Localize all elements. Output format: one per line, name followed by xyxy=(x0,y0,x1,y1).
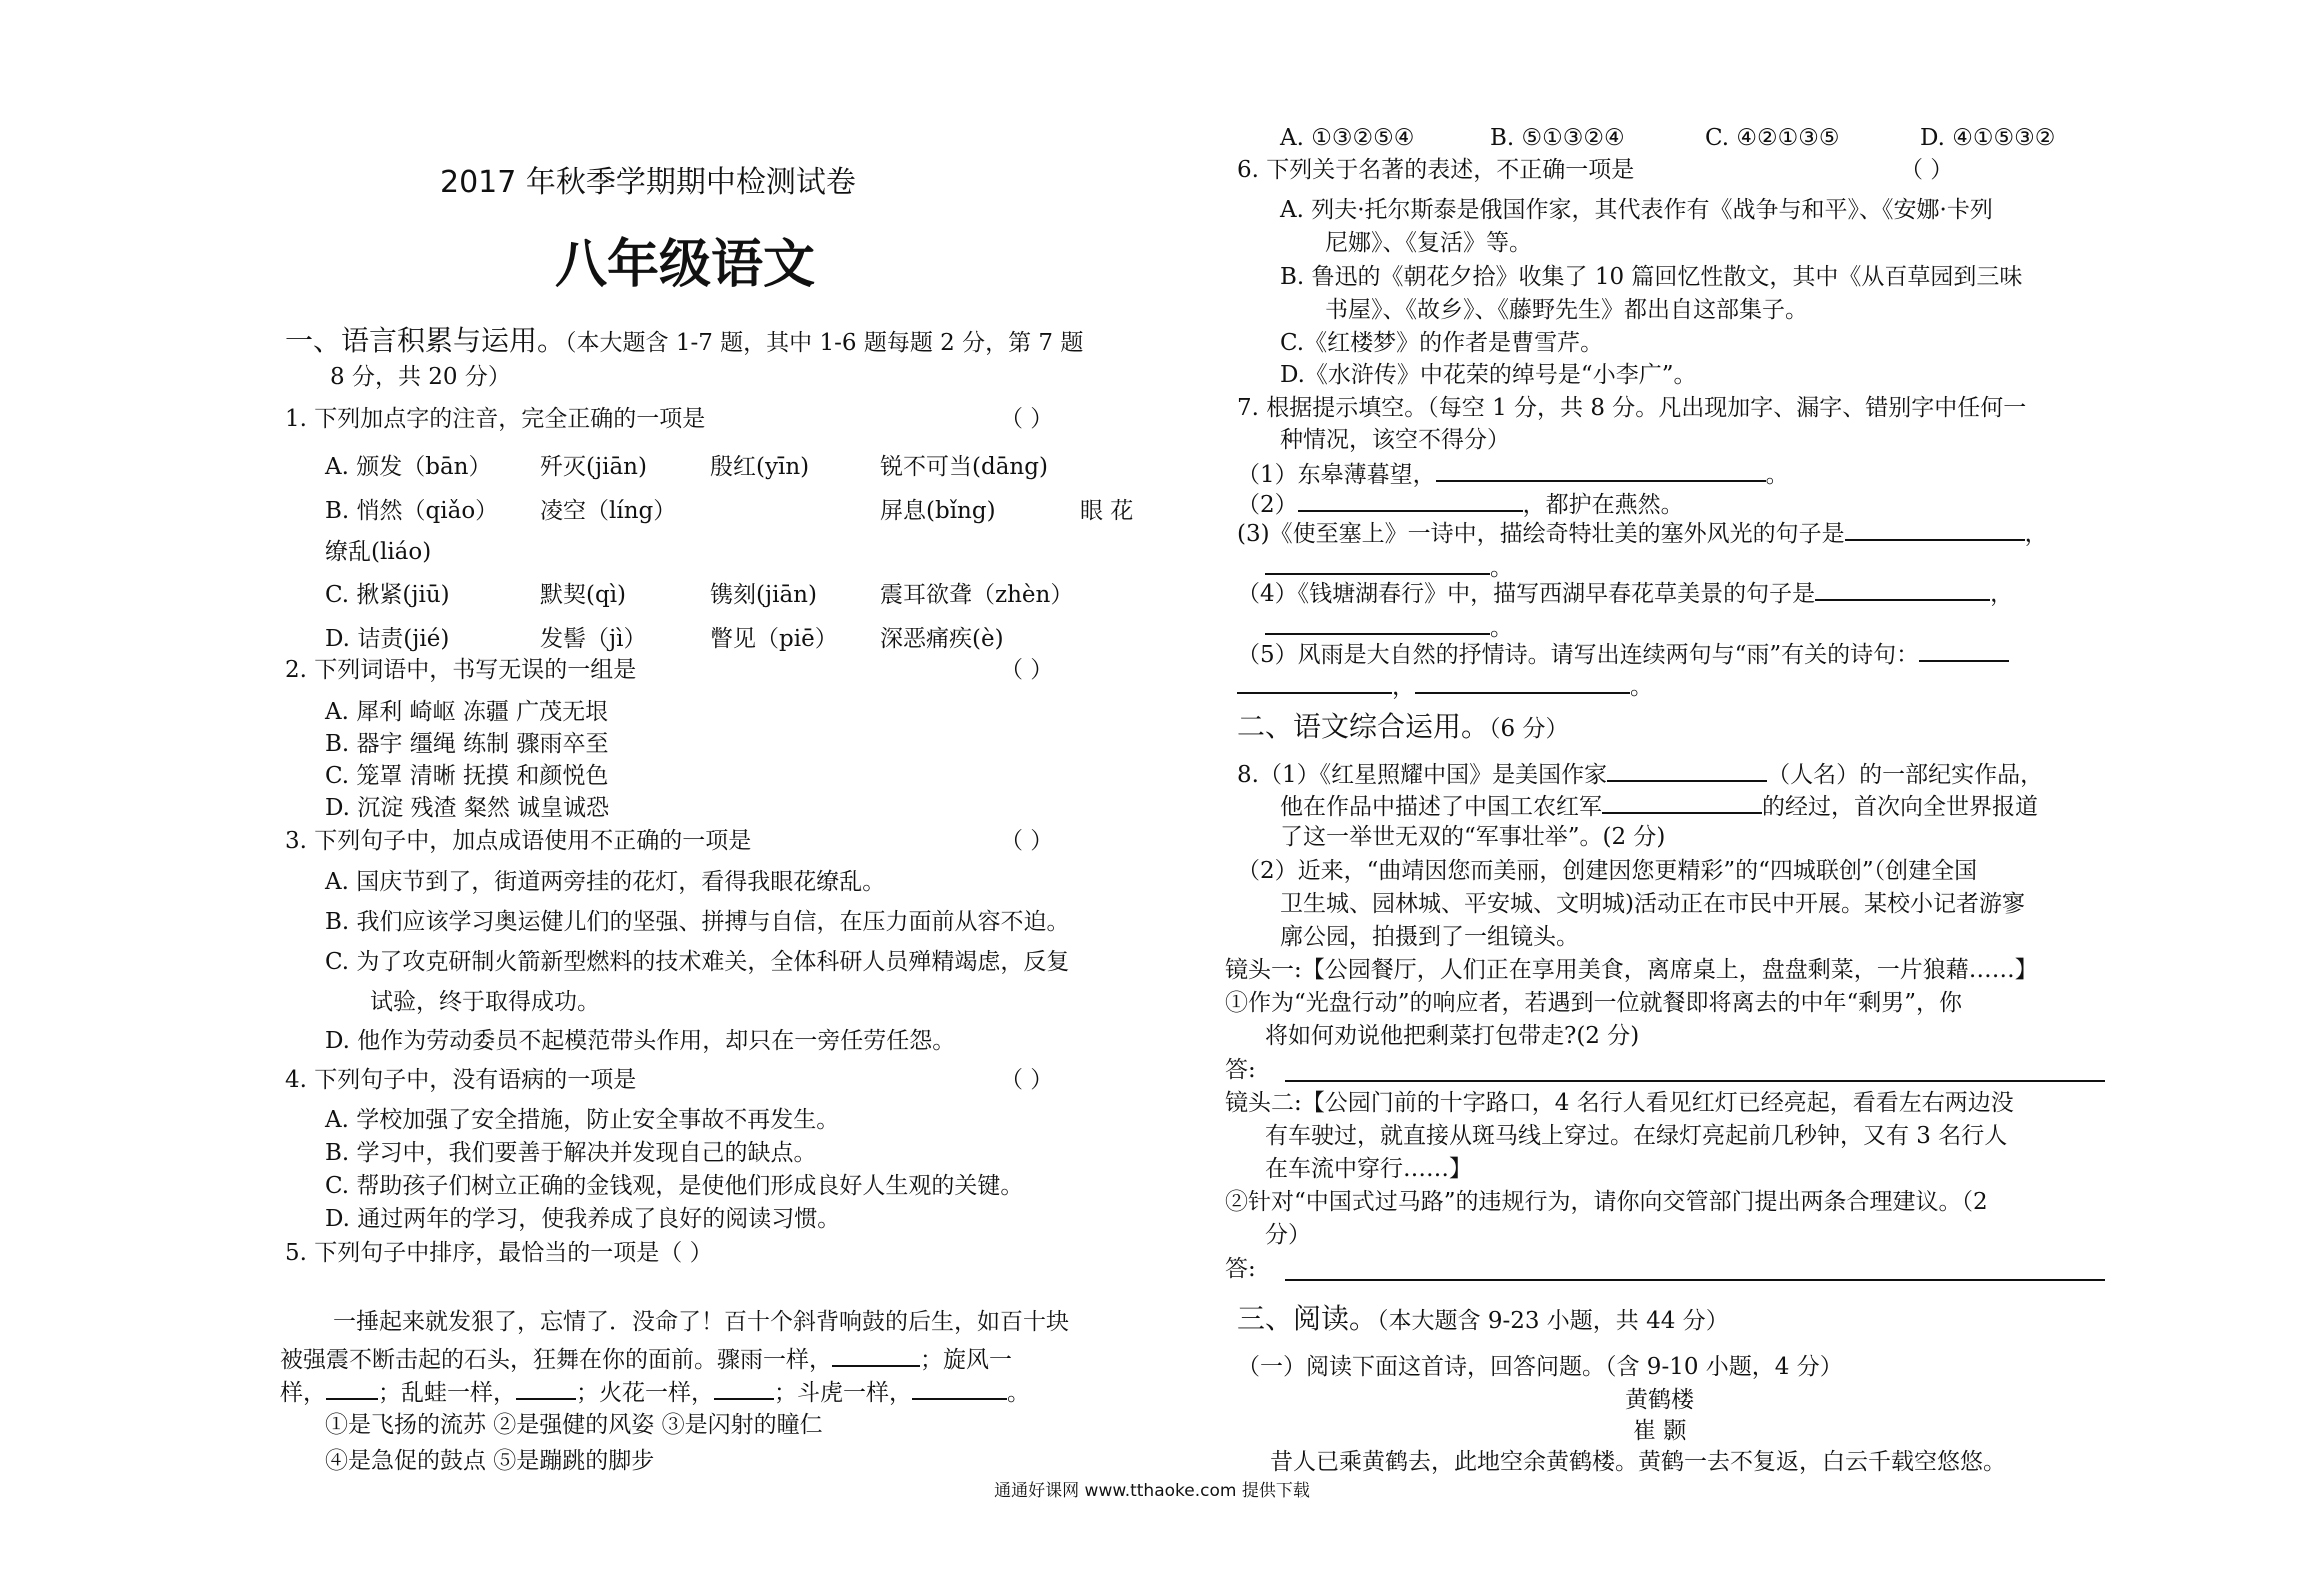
q3-option-a: A. 国庆节到了，街道两旁挂的花灯，看得我眼花缭乱。 xyxy=(325,869,886,895)
q1-option-c-2: 默契(qì) xyxy=(540,582,627,608)
q7-blank-5[interactable] xyxy=(1815,577,1990,601)
q7-blank-8[interactable] xyxy=(1237,670,1392,694)
q1-option-d-2: 发髻（jì） xyxy=(540,626,647,652)
q7-stem-cont: 种情况，该空不得分） xyxy=(1280,427,1510,453)
q8-shot-2: 镜头二:【公园门前的十字路口，4 名行人看见红灯已经亮起，看看左右两边没 xyxy=(1225,1090,2014,1116)
section2-note: （6 分） xyxy=(1489,716,1569,742)
poem-line-1: 昔人已乘黄鹤去，此地空余黄鹤楼。黄鹤一去不复返，白云千载空悠悠。 xyxy=(1270,1449,2006,1475)
q7-item-4-comma: ， xyxy=(1990,581,2014,607)
subject-title: 八年级语文 xyxy=(555,235,816,295)
q2-option-a: A. 犀利 崎岖 冻疆 广茂无垠 xyxy=(325,699,609,725)
section1-heading xyxy=(285,326,1083,358)
q3-option-b: B. 我们应该学习奥运健儿们的坚强、拼搏与自信，在压力面前从容不迫。 xyxy=(325,909,1070,935)
poem-title: 黄鹤楼 xyxy=(1625,1387,1694,1413)
q1-option-b-3: 屏息(bǐng) xyxy=(880,498,996,524)
q8-sub-1: ①作为“光盘行动”的响应者，若遇到一位就餐即将离去的中年“剩男”，你 xyxy=(1225,990,1963,1016)
q6-stem: 6. 下列关于名著的表述，不正确一项是 xyxy=(1237,157,1635,183)
q7-item-1-text: （1）东皋薄暮望， xyxy=(1237,462,1436,488)
q5-passage-2 xyxy=(280,1343,1012,1375)
q7-item-2-label: （2） xyxy=(1237,492,1298,518)
q5-stem: 5. 下列句子中排序，最恰当的一项是（ ） xyxy=(285,1240,713,1266)
section1-note-cont: 8 分，共 20 分） xyxy=(330,364,511,390)
q3-bracket: （ ） xyxy=(1000,828,1054,854)
q5-blank-5[interactable] xyxy=(912,1376,1007,1400)
q6-bracket: （ ） xyxy=(1900,157,1954,183)
q1-option-a-1: A. 颁发（bān） xyxy=(325,454,492,480)
q8-answer-line-2[interactable] xyxy=(1285,1279,2105,1281)
q7-item-4-text: （4）《钱塘湖春行》中，描写西湖早春花草美景的句子是 xyxy=(1237,581,1816,607)
poem-author: 崔 颢 xyxy=(1633,1418,1687,1444)
q5-passage-3 xyxy=(280,1376,1030,1408)
q5-passage-2-text: 被强震不断击起的石头，狂舞在你的面前。骤雨一样， xyxy=(280,1347,832,1373)
q8-l1-tail: （人名）的一部纪实作品， xyxy=(1767,762,2044,788)
q7-blank-2[interactable] xyxy=(1298,488,1523,512)
q1-option-c-1: C. 揪紧(jiū) xyxy=(325,582,450,608)
q8-answer-label-2: 答: xyxy=(1225,1256,1256,1282)
q1-option-c-4: 震耳欲聋（zhèn） xyxy=(880,582,1074,608)
q1-option-d-4: 深恶痛疾(è) xyxy=(880,626,1004,652)
section3-title: 三、阅读。 xyxy=(1237,1302,1378,1335)
q1-option-b-1: B. 悄然（qiǎo） xyxy=(325,498,499,524)
q8-blank-author[interactable] xyxy=(1607,758,1767,782)
q8-line-4: （2）近来，“曲靖因您而美丽，创建因您更精彩”的“四城联创”（创建全国 xyxy=(1237,858,1978,884)
q6-option-b: B. 鲁迅的《朝花夕拾》收集了 10 篇回忆性散文，其中《从百草园到三味 xyxy=(1280,264,2023,290)
q8-shot-1: 镜头一:【公园餐厅，人们正在享用美食，离席桌上，盘盘剩菜，一片狼藉……】 xyxy=(1225,957,2038,983)
q2-option-b: B. 器宇 缰绳 练制 骤雨卒至 xyxy=(325,731,609,757)
q5-p3-text-5: 。 xyxy=(1007,1380,1030,1406)
q6-option-a: A. 列夫·托尔斯泰是俄国作家，其代表作有《战争与和平》、《安娜·卡列 xyxy=(1280,197,1993,223)
q7-item-3 xyxy=(1237,517,2048,549)
q1-option-d-1: D. 诘责(jié) xyxy=(325,626,450,652)
q8-sub-1-cont: 将如何劝说他把剩菜打包带走?(2 分) xyxy=(1265,1023,1640,1049)
q5-choices-1: ①是飞扬的流苏 ②是强健的风姿 ③是闪射的瞳仁 xyxy=(325,1412,823,1438)
q5-answer-c: C. ④②①③⑤ xyxy=(1705,125,1840,151)
q7-item-5-comma: ， xyxy=(1392,674,1415,700)
q4-stem: 4. 下列句子中，没有语病的一项是 xyxy=(285,1067,637,1093)
q1-option-d-3: 瞥见（piē） xyxy=(710,626,838,652)
q5-p3-text-2: ；乱蛙一样， xyxy=(378,1380,516,1406)
q7-blank-9[interactable] xyxy=(1415,670,1630,694)
q7-item-3-end: 。 xyxy=(1490,555,1513,581)
q7-item-4 xyxy=(1237,577,2013,609)
q7-blank-1[interactable] xyxy=(1436,458,1766,482)
q5-p3-text-4: ；斗虎一样， xyxy=(774,1380,912,1406)
q5-p3-text-3: ；火花一样， xyxy=(576,1380,714,1406)
exam-title: 2017 年秋季学期期中检测试卷 xyxy=(440,165,856,200)
q7-item-3-text: (3)《使至塞上》一诗中，描绘奇特壮美的塞外风光的句子是 xyxy=(1237,521,1845,547)
q2-bracket: （ ） xyxy=(1000,657,1054,683)
q3-option-c-cont: 试验，终于取得成功。 xyxy=(370,989,600,1015)
q7-item-2 xyxy=(1237,488,1684,520)
q7-item-2-text: ，都护在燕然。 xyxy=(1522,492,1684,518)
q6-option-b-cont: 书屋》、《故乡》、《藤野先生》都出自这部集子。 xyxy=(1325,297,1808,323)
q5-blank-2[interactable] xyxy=(326,1376,378,1400)
q5-blank-4[interactable] xyxy=(714,1376,774,1400)
q7-item-5-end: 。 xyxy=(1630,674,1653,700)
q8-shot-2-cont-1: 有车驶过，就直接从斑马线上穿过。在绿灯亮起前几秒钟，又有 3 名行人 xyxy=(1265,1123,2008,1149)
q8-line-5: 卫生城、园林城、平安城、文明城)活动正在市民中开展。某校小记者游寥 xyxy=(1280,891,2025,917)
q4-bracket: （ ） xyxy=(1000,1067,1054,1093)
q2-option-c: C. 笼罩 清晰 抚摸 和颜悦色 xyxy=(325,763,609,789)
q1-option-b-cont: 缭乱(liáo) xyxy=(325,539,432,565)
page-footer: 通通好课网 www.tthaoke.com 提供下载 xyxy=(994,1481,1310,1501)
q7-item-4-end: 。 xyxy=(1490,615,1513,641)
q5-answer-d: D. ④①⑤③② xyxy=(1920,125,2056,151)
q7-blank-4[interactable] xyxy=(1265,551,1490,575)
q2-stem: 2. 下列词语中，书写无误的一组是 xyxy=(285,657,637,683)
q1-option-a-3: 殷红(yīn) xyxy=(710,454,810,480)
q1-option-b-4: 眼 花 xyxy=(1080,498,1134,524)
section2-title: 二、语文综合运用。 xyxy=(1237,710,1490,743)
q4-option-b: B. 学习中，我们要善于解决并发现自己的缺点。 xyxy=(325,1140,817,1166)
q8-l2-tail: 的经过，首次向全世界报道 xyxy=(1762,794,2038,820)
q7-item-5-text: （5）风雨是大自然的抒情诗。请写出连续两句与“雨”有关的诗句： xyxy=(1237,642,1920,668)
q3-stem: 3. 下列句子中，加点成语使用不正确的一项是 xyxy=(285,828,752,854)
q8-answer-label-1: 答: xyxy=(1225,1057,1256,1083)
q8-line-3: 了这一举世无双的“军事壮举”。(2 分) xyxy=(1280,824,1666,850)
q1-option-b-2: 凌空（líng） xyxy=(540,498,677,524)
q7-blank-6[interactable] xyxy=(1265,611,1490,635)
reading1-intro: （一）阅读下面这首诗，回答问题。（含 9-10 小题，4 分） xyxy=(1237,1354,1843,1380)
q7-blank-3[interactable] xyxy=(1845,517,2025,541)
section3-note: （本大题含 9-23 小题，共 44 分） xyxy=(1377,1308,1729,1334)
q5-answer-b: B. ⑤①③②④ xyxy=(1490,125,1625,151)
q5-choices-2: ④是急促的鼓点 ⑤是蹦跳的脚步 xyxy=(325,1448,655,1474)
q7-stem: 7. 根据提示填空。（每空 1 分，共 8 分。凡出现加字、漏字、错别字中任何一 xyxy=(1237,395,2027,421)
q1-option-a-4: 锐不可当(dāng) xyxy=(880,454,1048,480)
q1-bracket: （ ） xyxy=(1000,406,1054,432)
section1-title: 一、语言积累与运用。 xyxy=(285,324,566,357)
q7-item-5 xyxy=(1237,638,2009,670)
section1-note: （本大题含 1-7 题，其中 1-6 题每题 2 分，第 7 题 xyxy=(565,330,1084,356)
q8-shot-2-cont-2: 在车流中穿行……】 xyxy=(1265,1156,1472,1182)
q5-passage-2-tail: ；旋风一 xyxy=(920,1347,1012,1373)
q8-line-6: 廓公园，拍摄到了一组镜头。 xyxy=(1280,924,1579,950)
q4-option-d: D. 通过两年的学习，使我养成了良好的阅读习惯。 xyxy=(325,1206,841,1232)
q1-option-a-2: 歼灭(jiān) xyxy=(540,454,647,480)
q6-option-c: C.《红楼梦》的作者是曹雪芹。 xyxy=(1280,330,1604,356)
q1-stem: 1. 下列加点字的注音，完全正确的一项是 xyxy=(285,406,706,432)
q6-option-a-cont: 尼娜》、《复活》等。 xyxy=(1325,230,1532,256)
q8-answer-line-1[interactable] xyxy=(1285,1080,2105,1082)
q8-l1-text: 8.（1）《红星照耀中国》是美国作家 xyxy=(1237,762,1608,788)
section3-heading xyxy=(1237,1304,1729,1336)
q7-item-1-end: 。 xyxy=(1765,462,1789,488)
q4-option-a: A. 学校加强了安全措施，防止安全事故不再发生。 xyxy=(325,1107,840,1133)
q1-option-c-3: 镌刻(jiān) xyxy=(710,582,817,608)
q5-blank-3[interactable] xyxy=(516,1376,576,1400)
q8-sub-2: ②针对“中国式过马路”的违规行为，请你向交管部门提出两条合理建议。（2 xyxy=(1225,1189,1988,1215)
q3-option-c: C. 为了攻克研制火箭新型燃料的技术难关，全体科研人员殚精竭虑，反复 xyxy=(325,949,1070,975)
q8-sub-2-cont: 分） xyxy=(1265,1222,1311,1248)
q5-p3-text-1: 样， xyxy=(280,1380,326,1406)
q8-line-2 xyxy=(1280,790,2038,822)
q7-blank-7[interactable] xyxy=(1919,638,2009,662)
q7-item-5-cont xyxy=(1237,670,1653,702)
q2-option-d: D. 沉淀 残渣 粲然 诚皇诚恐 xyxy=(325,795,610,821)
q5-passage-1: 一捶起来就发狠了，忘情了．没命了！百十个斜背响鼓的后生，如百十块 xyxy=(333,1309,1069,1335)
q7-item-1 xyxy=(1237,458,1789,490)
q5-answer-a: A. ①③②⑤④ xyxy=(1280,125,1415,151)
q7-item-3-comma: ， xyxy=(2024,521,2048,547)
q8-blank-event[interactable] xyxy=(1602,790,1762,814)
section2-heading xyxy=(1237,712,1568,744)
q8-line-1 xyxy=(1237,758,2043,790)
q5-blank-1[interactable] xyxy=(832,1343,920,1367)
q6-option-d: D.《水浒传》中花荣的绰号是“小李广”。 xyxy=(1280,362,1697,388)
q8-l2-text: 他在作品中描述了中国工农红军 xyxy=(1280,794,1602,820)
q4-option-c: C. 帮助孩子们树立正确的金钱观，是使他们形成良好人生观的关键。 xyxy=(325,1173,1024,1199)
q3-option-d: D. 他作为劳动委员不起模范带头作用，却只在一旁任劳任怨。 xyxy=(325,1028,956,1054)
